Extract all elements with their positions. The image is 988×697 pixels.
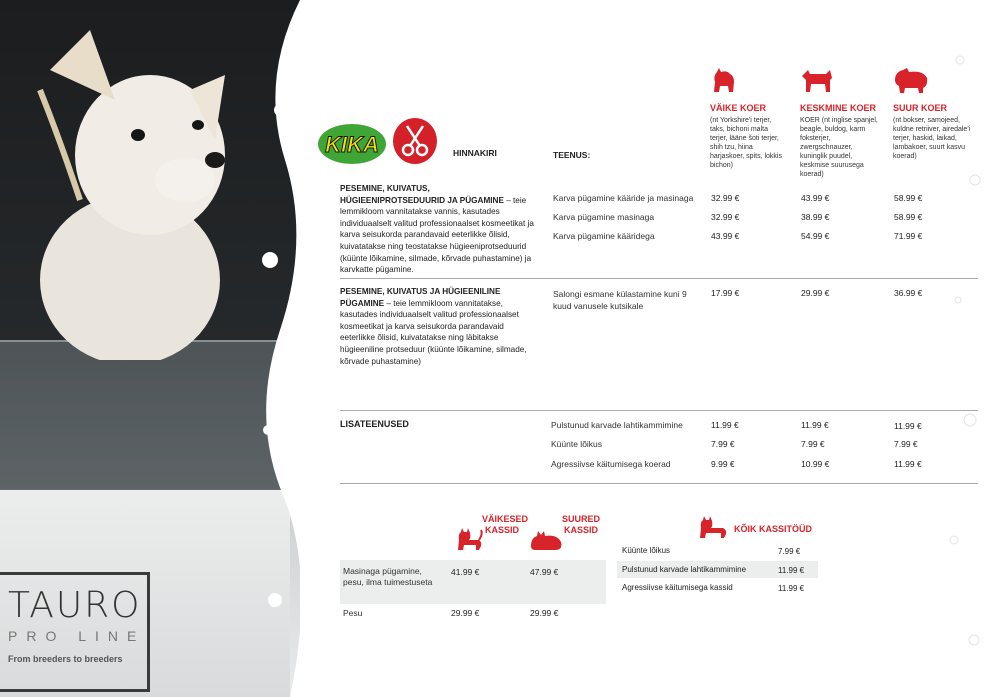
divider [340, 410, 978, 411]
price-large: 7.99 € [894, 439, 918, 449]
scissors-icon [393, 118, 437, 164]
package-1-description [340, 183, 535, 276]
white-dog-illustration [20, 30, 260, 360]
all-cats-row-2-service: Pulstunud karvade lahtikammimine [622, 565, 747, 574]
price-medium: 11.99 € [801, 420, 829, 430]
brand-subtitle: PRO LINE [8, 628, 146, 644]
price-medium: 38.99 € [801, 212, 830, 222]
package-1-row-3-service: Karva pügamine kääridega [553, 231, 655, 241]
price-small: 17.99 € [711, 288, 740, 298]
price-large: 11.99 € [894, 421, 922, 431]
small-dog-title: VÄIKE KOER [710, 103, 767, 113]
small-dog-column [710, 66, 785, 170]
small-dog-description: (nt Yorkshire'i terjer, taks, bichoni malta terjer, lääne šoti terjer, shih tzu, hiina harjaskoer, spits, lokkis bichon) [710, 117, 782, 169]
large-cats-title: SUURED KASSID [561, 514, 600, 535]
price-large: 36.99 € [894, 288, 923, 298]
medium-dog-column [800, 66, 880, 179]
small-cats-title: VÄIKESED KASSID [482, 514, 529, 535]
package-2-title: PESEMINE, KUIVATUS JA HÜGIEENILINE PÜGAMINE [340, 287, 501, 308]
price-small: 32.99 € [711, 193, 740, 203]
package-1-text: – teie lemmikloom vannitatakse vannis, kasutades individuaalselt valitud professionaalset kosmeetikat ja karva seisukorda parandavaid eeterlikke õlisid, kuivatatakse ning teostatakse hügieeniprotseduurid (küünte lõikamine, silmade, kõrvade puhastamine) ja karvkatte pügamine. [340, 195, 534, 275]
price-small: 11.99 € [711, 420, 739, 430]
price-small: 32.99 € [711, 212, 740, 222]
divider [340, 483, 978, 484]
price-medium: 10.99 € [801, 459, 830, 469]
tauro-brand-sign [0, 572, 150, 692]
all-cats-icon [697, 514, 729, 540]
large-dog-description: (nt bokser, samojeed, kuldne retriiver, airedale'i terjer, haskid, laikad, lambakoer, suurt kasvu koerad) [893, 117, 971, 160]
extras-row-1-service: Pulstunud karvade lahtikammimine [551, 420, 683, 430]
package-1-title: PESEMINE, KUIVATUS, HÜGIEENIPROTSEDUURID JA PÜGAMINE [340, 184, 504, 205]
brand-name: TAURO [8, 585, 142, 626]
price-large-cat: 47.99 € [530, 567, 559, 577]
bubbles-decoration [940, 0, 988, 697]
price-large-cat: 29.99 € [530, 608, 559, 618]
all-cats-title: KÕIK KASSITÖÜD [734, 524, 813, 534]
medium-dog-description: KOER (nt inglise spanjel, beagle, buldog, karm foksterjer, zwergschnauzer, kuninglik puudel, keskmise suurusega koerad) [800, 117, 878, 178]
small-cat-icon [455, 528, 483, 552]
all-cats-row-1-service: Küünte lõikus [622, 546, 671, 555]
price-medium: 7.99 € [801, 439, 825, 449]
package-1-row-2-service: Karva pügamine masinaga [553, 212, 655, 222]
brand-tagline: From breeders to breeders [8, 654, 123, 664]
price-small-cat: 29.99 € [451, 608, 480, 618]
package-2-text: – teie lemmikloom vannitatakse, kasutades individuaalselt valitud professionaalset kosmeetikat ja karva seisukorda parandavaid eeterlikke õlisid, kuivatatakse ning läbitakse hügieeniline protseduur (küünte lõikamine, silmade, kõrvade puhastamine) [340, 298, 527, 366]
all-cats-row-1-price: 7.99 € [778, 547, 801, 556]
svg-text:KIKA: KIKA [325, 132, 379, 157]
price-medium: 29.99 € [801, 288, 830, 298]
small-dog-icon [710, 66, 738, 94]
price-medium: 43.99 € [801, 193, 830, 203]
price-large: 58.99 € [894, 193, 923, 203]
cats-row-1-service: Masinaga pügamine, pesu, ilma tuimestuseta [343, 566, 433, 587]
package-2-description [340, 286, 535, 367]
price-medium: 54.99 € [801, 231, 830, 241]
price-small: 43.99 € [711, 231, 740, 241]
extras-row-3-service: Agressiivse käitumisega koerad [551, 459, 671, 469]
price-large: 11.99 € [894, 459, 922, 469]
all-cats-row-3-service: Agressiivse käitumisega kassid [622, 583, 733, 592]
hinnakiri-heading: HINNAKIRI [453, 148, 497, 158]
medium-dog-icon [800, 66, 834, 94]
cats-row-2-service: Pesu [343, 608, 363, 618]
extras-row-2-service: Küünte lõikus [551, 439, 603, 449]
large-dog-icon [893, 66, 929, 94]
extras-title: LISATEENUSED [340, 419, 409, 429]
package-2-row-1-service: Salongi esmane külastamine kuni 9 kuud vanusele kutsikale [553, 289, 687, 311]
foam-edge [240, 0, 330, 697]
teenus-heading: TEENUS: [553, 150, 591, 160]
all-cats-row-2-price: 11.99 € [778, 566, 805, 575]
scissors-comb-logo [393, 118, 437, 164]
price-large: 71.99 € [894, 231, 923, 241]
medium-dog-title: KESKMINE KOER [800, 103, 877, 113]
divider [340, 278, 978, 279]
kika-logo [317, 122, 387, 166]
package-1-row-1-service: Karva pügamine kääride ja masinaga [553, 193, 694, 203]
large-cat-icon [529, 528, 563, 552]
large-dog-title: SUUR KOER [893, 103, 948, 113]
all-cats-row-3-price: 11.99 € [778, 584, 805, 593]
price-small-cat: 41.99 € [451, 567, 480, 577]
price-small: 9.99 € [711, 459, 735, 469]
price-small: 7.99 € [711, 439, 735, 449]
price-large: 58.99 € [894, 212, 923, 222]
